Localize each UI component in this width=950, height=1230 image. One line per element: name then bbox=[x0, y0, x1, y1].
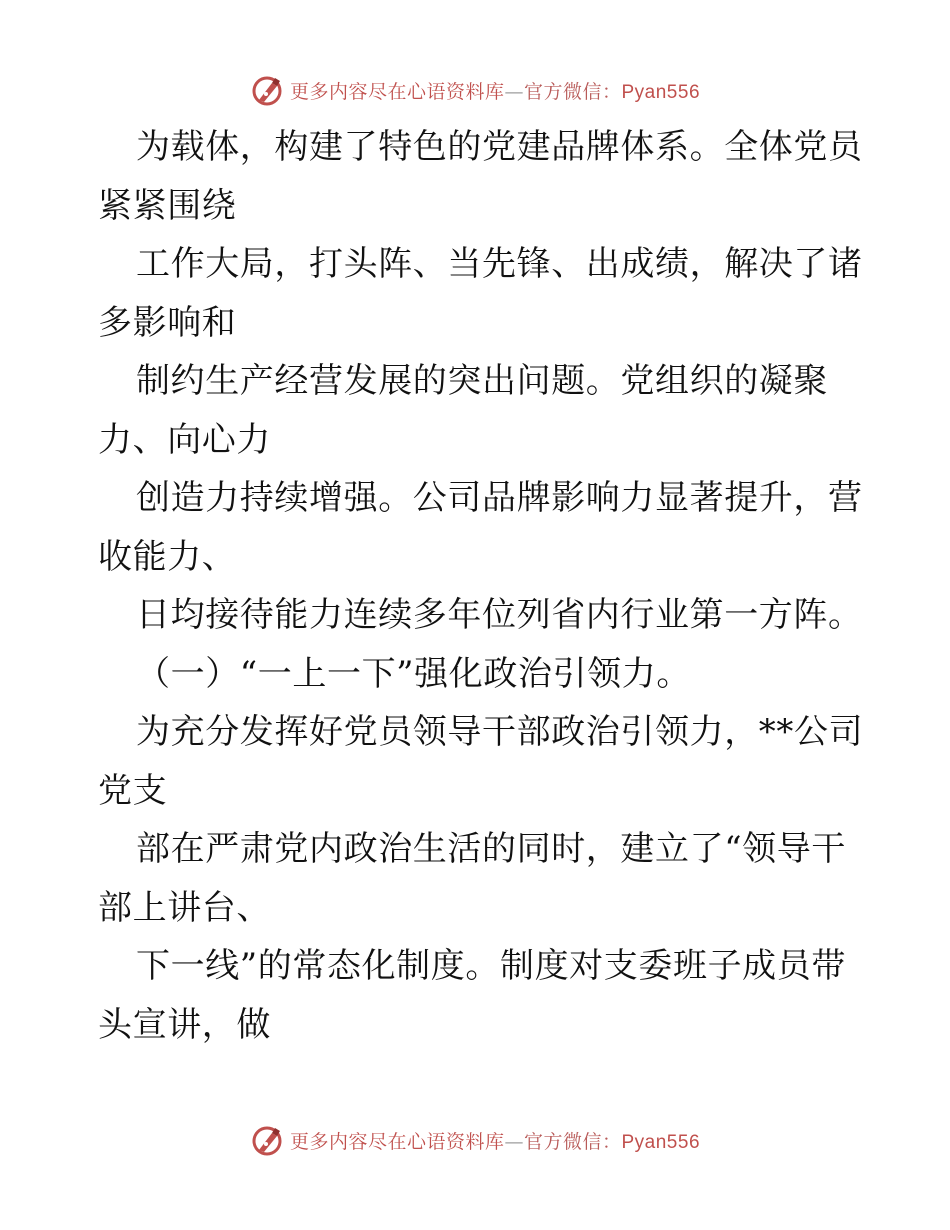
section-heading: （一）“一上一下”强化政治引领力。 bbox=[136, 653, 691, 694]
body-line: 头宣讲，做 bbox=[98, 1004, 271, 1045]
watermark-main: 更多内容尽在心语资料库 bbox=[289, 80, 505, 103]
watermark-separator: — bbox=[504, 1130, 524, 1153]
body-line: 日均接待能力连续多年位列省内行业第一方阵。 bbox=[136, 595, 863, 635]
body-line: 工作大局，打头阵、当先锋、出成绩，解决了诸 bbox=[136, 244, 863, 284]
watermark-wechat-id: Pyan556 bbox=[621, 1131, 701, 1153]
body-line: 部在严肃党内政治生活的同时，建立了“领导干 bbox=[136, 829, 846, 869]
pen-nib-logo-icon bbox=[250, 73, 284, 107]
body-line: 为充分发挥好党员领导干部政治引领力，**公司 bbox=[136, 712, 864, 752]
pen-nib-logo-icon bbox=[250, 1123, 284, 1157]
body-line: 下一线”的常态化制度。制度对支委班子成员带 bbox=[136, 946, 846, 986]
body-line: 多影响和 bbox=[98, 302, 237, 343]
body-line: 力、向心力 bbox=[98, 419, 271, 460]
watermark-main: 更多内容尽在心语资料库 bbox=[289, 1130, 505, 1153]
footer-watermark bbox=[0, 1120, 950, 1160]
body-line: 党支 bbox=[98, 770, 168, 811]
body-line: 创造力持续增强。公司品牌影响力显著提升，营 bbox=[136, 478, 863, 518]
watermark-wechat-label: 官方微信： bbox=[523, 80, 622, 103]
document-body bbox=[98, 118, 864, 1054]
watermark-text bbox=[290, 1127, 700, 1154]
header-watermark bbox=[0, 70, 950, 110]
watermark-wechat-label: 官方微信： bbox=[523, 1130, 622, 1153]
body-line: 为载体，构建了特色的党建品牌体系。全体党员 bbox=[136, 127, 863, 167]
body-line: 紧紧围绕 bbox=[98, 185, 237, 226]
body-line: 部上讲台、 bbox=[98, 887, 271, 928]
watermark-text bbox=[290, 77, 700, 104]
watermark-separator: — bbox=[504, 80, 524, 103]
body-line: 制约生产经营发展的突出问题。党组织的凝聚 bbox=[136, 361, 828, 401]
body-line: 收能力、 bbox=[98, 536, 237, 577]
watermark-wechat-id: Pyan556 bbox=[621, 81, 701, 103]
